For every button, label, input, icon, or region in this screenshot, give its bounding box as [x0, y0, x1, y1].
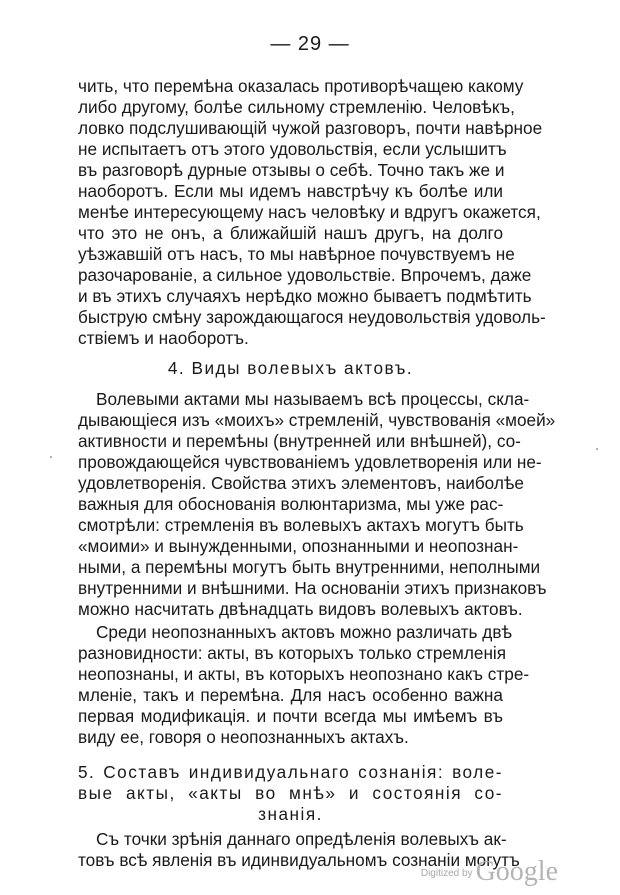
text-line: что это не онъ, а ближайшій нашъ другъ, на долго — [78, 223, 503, 243]
text-line: неопознаны, и акты, въ которыхъ неопознано какъ стре- — [78, 664, 530, 684]
scan-speck — [50, 456, 52, 458]
text-line: мленіе, такъ и перемѣна. Для насъ особенно важна — [78, 685, 503, 705]
text-line: Съ точки зрѣнія даннаго опредѣленія волевыхъ ак- — [96, 829, 507, 849]
watermark-prefix: Digitized by — [420, 868, 473, 879]
section-heading-line: знанія. — [258, 804, 323, 824]
text-line: либо другому, болѣе сильному стремленію. Человѣкъ, — [78, 97, 515, 117]
text-line: провождающейся чувствованіемъ удовлетворенія или не- — [78, 452, 542, 472]
text-line: ными, а перемѣны могутъ быть внутренними, неполными — [78, 557, 541, 577]
digitized-by-google-watermark — [421, 856, 558, 888]
section-heading: 4. Виды волевыхъ актовъ. — [167, 358, 414, 378]
text-line: виду ее, говоря о неопознанныхъ актахъ. — [78, 727, 409, 747]
text-line: разочарованіе, а сильное удовольствіе. Впрочемъ, даже — [78, 265, 532, 285]
text-line: чить, что перемѣна оказалась противорѣчащею какому — [78, 76, 524, 96]
text-line: первая модификація. и почти всегда мы имѣемъ въ — [78, 706, 503, 726]
text-line: не испытаетъ отъ этого удовольствія, если услышитъ — [78, 139, 507, 159]
text-line: въ разговорѣ дурные отзывы о себѣ. Точно такъ же и — [78, 160, 505, 180]
text-line: наоборотъ. Если мы идемъ навстрѣчу къ болѣе или — [78, 181, 503, 201]
text-line: дывающіеся изъ «моихъ» стремленій, чувствованія «моей» — [78, 410, 556, 430]
text-line: ствіемъ и наоборотъ. — [78, 328, 249, 348]
text-line: товъ всѣ явленія въ идинвидуальномъ сознаніи могутъ — [78, 850, 520, 870]
text-line: внутренними и внѣшними. На основаніи этихъ признаковъ — [78, 578, 547, 598]
text-line: быструю смѣну зарождающагося неудовольствія удоволь- — [78, 307, 546, 327]
section-heading-line: 5. Составъ индивидуальнаго сознанія: воле- — [78, 762, 503, 782]
google-logo: Google — [475, 856, 558, 887]
text-line: удовлетворенія. Свойства этихъ элементовъ, наиболѣе — [78, 473, 524, 493]
text-line: важныя для обоснованія волюнтаризма, мы уже рас- — [78, 494, 504, 514]
text-line: «моими» и вынужденными, опознанными и неопознан- — [78, 536, 519, 556]
text-line: менѣе интересующему насъ человѣку и вдругъ окажется, — [78, 202, 541, 222]
text-line: ловко подслушивающій чужой разговоръ, почти навѣрное — [78, 118, 543, 138]
text-line: смотрѣли: стремленія въ волевыхъ актахъ могутъ быть — [78, 515, 524, 535]
text-line: и въ этихъ случаяхъ нерѣдко можно бываетъ подмѣтить — [78, 286, 532, 306]
text-line: Среди неопознанныхъ актовъ можно различать двѣ — [96, 622, 512, 642]
text-line: Волевыми актами мы называемъ всѣ процессы, скла- — [96, 389, 530, 409]
text-line: уѣзжавшій отъ насъ, то мы навѣрное почувствуемъ не — [78, 244, 515, 264]
scan-speck — [596, 448, 598, 450]
text-line: активности и перемѣны (внутренней или внѣшней), со- — [78, 431, 521, 451]
section-heading-line: вые акты, «акты во мнѣ» и состоянія со- — [78, 783, 503, 803]
text-line: разновидности: акты, въ которыхъ только стремленія — [78, 643, 507, 663]
text-line: можно насчитать двѣнадцать видовъ волевыхъ актовъ. — [78, 599, 523, 619]
page-number: — 29 — — [270, 33, 350, 55]
